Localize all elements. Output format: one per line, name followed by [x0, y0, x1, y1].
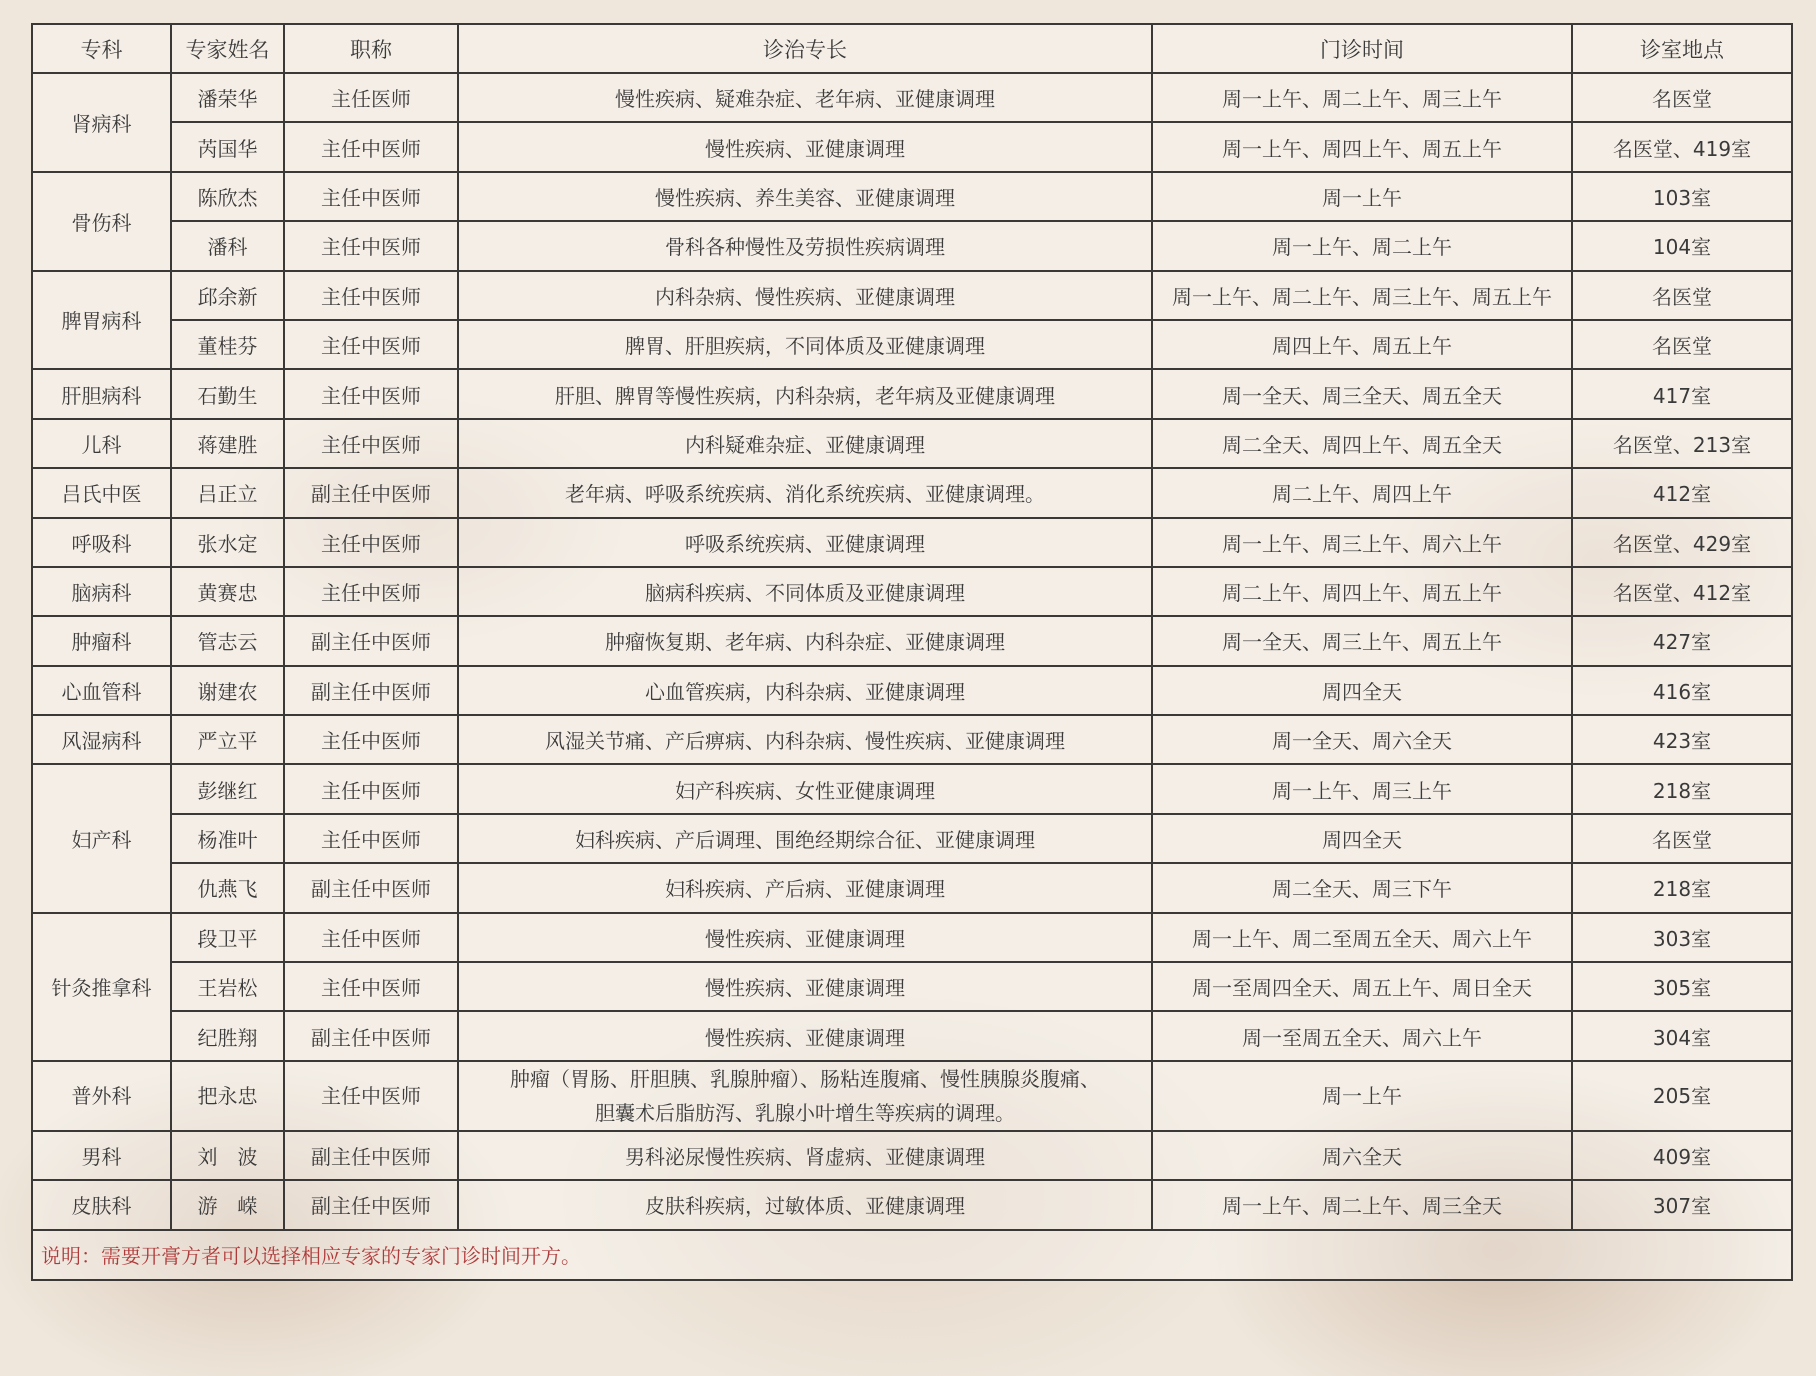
specialty-cell: 慢性疾病、亚健康调理: [458, 962, 1152, 1011]
room-cell: 名医堂、213室: [1572, 419, 1792, 468]
specialty-line: 胆囊术后脂肪泻、乳腺小叶增生等疾病的调理。: [595, 1100, 1015, 1125]
specialty-cell: 内科杂病、慢性疾病、亚健康调理: [458, 271, 1152, 320]
header-expert-name: 专家姓名: [171, 24, 284, 73]
table-row: [32, 1011, 1792, 1060]
specialty-cell: 风湿关节痛、产后痹病、内科杂病、慢性疾病、亚健康调理: [458, 715, 1152, 764]
table-row: [32, 271, 1792, 320]
specialty-cell: 内科疑难杂症、亚健康调理: [458, 419, 1152, 468]
header-title: 职称: [284, 24, 458, 73]
title-cell: 主任中医师: [284, 814, 458, 863]
title-cell: 主任中医师: [284, 1061, 458, 1131]
expert-name-cell: 纪胜翔: [171, 1011, 284, 1060]
title-cell: 主任中医师: [284, 962, 458, 1011]
department-cell: 心血管科: [32, 666, 171, 715]
title-cell: 主任中医师: [284, 369, 458, 418]
room-cell: 307室: [1572, 1180, 1792, 1229]
table-row: [32, 814, 1792, 863]
title-cell: 主任中医师: [284, 122, 458, 171]
expert-name-cell: 吕正立: [171, 468, 284, 517]
room-cell: 名医堂: [1572, 271, 1792, 320]
room-cell: 205室: [1572, 1061, 1792, 1131]
room-cell: 416室: [1572, 666, 1792, 715]
specialty-cell: 慢性疾病、亚健康调理: [458, 122, 1152, 171]
expert-name-cell: 把永忠: [171, 1061, 284, 1131]
expert-name-cell: 潘科: [171, 221, 284, 270]
room-cell: 304室: [1572, 1011, 1792, 1060]
clinic-time-cell: 周一上午、周三上午、周六上午: [1152, 518, 1572, 567]
room-cell: 218室: [1572, 863, 1792, 912]
room-cell: 412室: [1572, 468, 1792, 517]
clinic-time-cell: 周四上午、周五上午: [1152, 320, 1572, 369]
specialty-cell: 慢性疾病、亚健康调理: [458, 1011, 1152, 1060]
title-cell: 主任医师: [284, 73, 458, 122]
department-cell: 男科: [32, 1131, 171, 1180]
specialty-cell: 慢性疾病、亚健康调理: [458, 913, 1152, 962]
expert-name-cell: 游 嵘: [171, 1180, 284, 1229]
expert-name-cell: 潘荣华: [171, 73, 284, 122]
header-row: [32, 24, 1792, 73]
table-row: [32, 73, 1792, 122]
table-body: [32, 73, 1792, 1061]
title-cell: 主任中医师: [284, 419, 458, 468]
room-cell: 427室: [1572, 616, 1792, 665]
department-cell: 儿科: [32, 419, 171, 468]
department-cell: 脾胃病科: [32, 271, 171, 370]
department-cell: 普外科: [32, 1061, 171, 1131]
clinic-time-cell: 周一上午、周二至周五全天、周六上午: [1152, 913, 1572, 962]
table-row: [32, 666, 1792, 715]
specialty-cell: 骨科各种慢性及劳损性疾病调理: [458, 221, 1152, 270]
specialty-cell: 脾胃、肝胆疾病，不同体质及亚健康调理: [458, 320, 1152, 369]
department-cell: 脑病科: [32, 567, 171, 616]
room-cell: 名医堂、412室: [1572, 567, 1792, 616]
table-row: [32, 1131, 1792, 1180]
department-cell: 骨伤科: [32, 172, 171, 271]
clinic-time-cell: 周一全天、周六全天: [1152, 715, 1572, 764]
table-row: [32, 962, 1792, 1011]
title-cell: 副主任中医师: [284, 1131, 458, 1180]
title-cell: 主任中医师: [284, 320, 458, 369]
expert-name-cell: 蒋建胜: [171, 419, 284, 468]
specialty-cell: [458, 1061, 1152, 1131]
department-cell: 针灸推拿科: [32, 913, 171, 1061]
room-cell: 名医堂、419室: [1572, 122, 1792, 171]
clinic-time-cell: 周一全天、周三上午、周五上午: [1152, 616, 1572, 665]
header-room: 诊室地点: [1572, 24, 1792, 73]
specialty-cell: 慢性疾病、疑难杂症、老年病、亚健康调理: [458, 73, 1152, 122]
room-cell: 名医堂: [1572, 814, 1792, 863]
table-row: [32, 419, 1792, 468]
expert-name-cell: 管志云: [171, 616, 284, 665]
title-cell: 主任中医师: [284, 567, 458, 616]
room-cell: 423室: [1572, 715, 1792, 764]
room-cell: 303室: [1572, 913, 1792, 962]
expert-schedule-table: [31, 23, 1793, 1281]
title-cell: 副主任中医师: [284, 1011, 458, 1060]
header-department: 专科: [32, 24, 171, 73]
specialty-cell: 老年病、呼吸系统疾病、消化系统疾病、亚健康调理。: [458, 468, 1152, 517]
table-row: [32, 518, 1792, 567]
clinic-time-cell: 周一上午、周四上午、周五上午: [1152, 122, 1572, 171]
title-cell: 副主任中医师: [284, 468, 458, 517]
department-cell: 吕氏中医: [32, 468, 171, 517]
note-row: [32, 1230, 1792, 1280]
table-row: [32, 715, 1792, 764]
room-cell: 417室: [1572, 369, 1792, 418]
table-row: [32, 1061, 1792, 1131]
clinic-time-cell: 周一上午、周二上午、周三上午、周五上午: [1152, 271, 1572, 320]
table-row: [32, 863, 1792, 912]
table-body-tail: [32, 1061, 1792, 1280]
title-cell: 主任中医师: [284, 518, 458, 567]
department-cell: 呼吸科: [32, 518, 171, 567]
title-cell: 主任中医师: [284, 913, 458, 962]
clinic-time-cell: 周二全天、周三下午: [1152, 863, 1572, 912]
expert-name-cell: 谢建农: [171, 666, 284, 715]
title-cell: 主任中医师: [284, 172, 458, 221]
department-cell: 肾病科: [32, 73, 171, 172]
specialty-cell: 脑病科疾病、不同体质及亚健康调理: [458, 567, 1152, 616]
expert-name-cell: 芮国华: [171, 122, 284, 171]
room-cell: 104室: [1572, 221, 1792, 270]
expert-name-cell: 仇燕飞: [171, 863, 284, 912]
header-specialty: 诊治专长: [458, 24, 1152, 73]
room-cell: 409室: [1572, 1131, 1792, 1180]
clinic-time-cell: 周四全天: [1152, 814, 1572, 863]
clinic-time-cell: 周一上午、周二上午、周三全天: [1152, 1180, 1572, 1229]
specialty-line: 肿瘤（胃肠、肝胆胰、乳腺肿瘤）、肠粘连腹痛、慢性胰腺炎腹痛、: [510, 1066, 1100, 1091]
specialty-cell: 妇产科疾病、女性亚健康调理: [458, 764, 1152, 813]
table-row: [32, 567, 1792, 616]
title-cell: 副主任中医师: [284, 863, 458, 912]
expert-name-cell: 董桂芬: [171, 320, 284, 369]
header-clinic-time: 门诊时间: [1152, 24, 1572, 73]
expert-name-cell: 刘 波: [171, 1131, 284, 1180]
clinic-time-cell: 周一全天、周三全天、周五全天: [1152, 369, 1572, 418]
expert-name-cell: 王岩松: [171, 962, 284, 1011]
clinic-time-cell: 周一上午: [1152, 1061, 1572, 1131]
expert-name-cell: 黄赛忠: [171, 567, 284, 616]
clinic-time-cell: 周一上午、周二上午、周三上午: [1152, 73, 1572, 122]
room-cell: 103室: [1572, 172, 1792, 221]
room-cell: 名医堂: [1572, 320, 1792, 369]
room-cell: 218室: [1572, 764, 1792, 813]
room-cell: 305室: [1572, 962, 1792, 1011]
table-row: [32, 764, 1792, 813]
title-cell: 主任中医师: [284, 221, 458, 270]
room-cell: 名医堂: [1572, 73, 1792, 122]
table-row: [32, 1180, 1792, 1229]
title-cell: 副主任中医师: [284, 1180, 458, 1229]
expert-name-cell: 严立平: [171, 715, 284, 764]
note-text: 说明：需要开膏方者可以选择相应专家的专家门诊时间开方。: [32, 1230, 1792, 1280]
expert-name-cell: 石勤生: [171, 369, 284, 418]
title-cell: 主任中医师: [284, 271, 458, 320]
clinic-time-cell: 周六全天: [1152, 1131, 1572, 1180]
department-cell: 风湿病科: [32, 715, 171, 764]
clinic-time-cell: 周二全天、周四上午、周五全天: [1152, 419, 1572, 468]
table-row: [32, 616, 1792, 665]
table-row: [32, 221, 1792, 270]
clinic-time-cell: 周二上午、周四上午、周五上午: [1152, 567, 1572, 616]
expert-name-cell: 张水定: [171, 518, 284, 567]
clinic-time-cell: 周一至周五全天、周六上午: [1152, 1011, 1572, 1060]
table-row: [32, 468, 1792, 517]
specialty-cell: 肿瘤恢复期、老年病、内科杂症、亚健康调理: [458, 616, 1152, 665]
specialty-cell: 肝胆、脾胃等慢性疾病，内科杂病，老年病及亚健康调理: [458, 369, 1152, 418]
table-row: [32, 172, 1792, 221]
clinic-time-cell: 周一至周四全天、周五上午、周日全天: [1152, 962, 1572, 1011]
title-cell: 主任中医师: [284, 715, 458, 764]
expert-name-cell: 彭继红: [171, 764, 284, 813]
room-cell: 名医堂、429室: [1572, 518, 1792, 567]
title-cell: 主任中医师: [284, 764, 458, 813]
clinic-time-cell: 周二上午、周四上午: [1152, 468, 1572, 517]
expert-name-cell: 陈欣杰: [171, 172, 284, 221]
clinic-time-cell: 周一上午、周三上午: [1152, 764, 1572, 813]
table-row: [32, 122, 1792, 171]
title-cell: 副主任中医师: [284, 666, 458, 715]
department-cell: 妇产科: [32, 764, 171, 912]
clinic-time-cell: 周一上午、周二上午: [1152, 221, 1572, 270]
title-cell: 副主任中医师: [284, 616, 458, 665]
specialty-cell: 皮肤科疾病，过敏体质、亚健康调理: [458, 1180, 1152, 1229]
specialty-cell: 男科泌尿慢性疾病、肾虚病、亚健康调理: [458, 1131, 1152, 1180]
specialty-cell: 慢性疾病、养生美容、亚健康调理: [458, 172, 1152, 221]
specialty-cell: 妇科疾病、产后病、亚健康调理: [458, 863, 1152, 912]
department-cell: 皮肤科: [32, 1180, 171, 1229]
specialty-cell: 呼吸系统疾病、亚健康调理: [458, 518, 1152, 567]
specialty-cell: 心血管疾病，内科杂病、亚健康调理: [458, 666, 1152, 715]
table-row: [32, 369, 1792, 418]
department-cell: 肝胆病科: [32, 369, 171, 418]
expert-name-cell: 邱余新: [171, 271, 284, 320]
clinic-time-cell: 周一上午: [1152, 172, 1572, 221]
department-cell: 肿瘤科: [32, 616, 171, 665]
clinic-time-cell: 周四全天: [1152, 666, 1572, 715]
expert-name-cell: 段卫平: [171, 913, 284, 962]
schedule-container: [31, 23, 1791, 1281]
table-row: [32, 913, 1792, 962]
specialty-cell: 妇科疾病、产后调理、围绝经期综合征、亚健康调理: [458, 814, 1152, 863]
table-row: [32, 320, 1792, 369]
expert-name-cell: 杨准叶: [171, 814, 284, 863]
